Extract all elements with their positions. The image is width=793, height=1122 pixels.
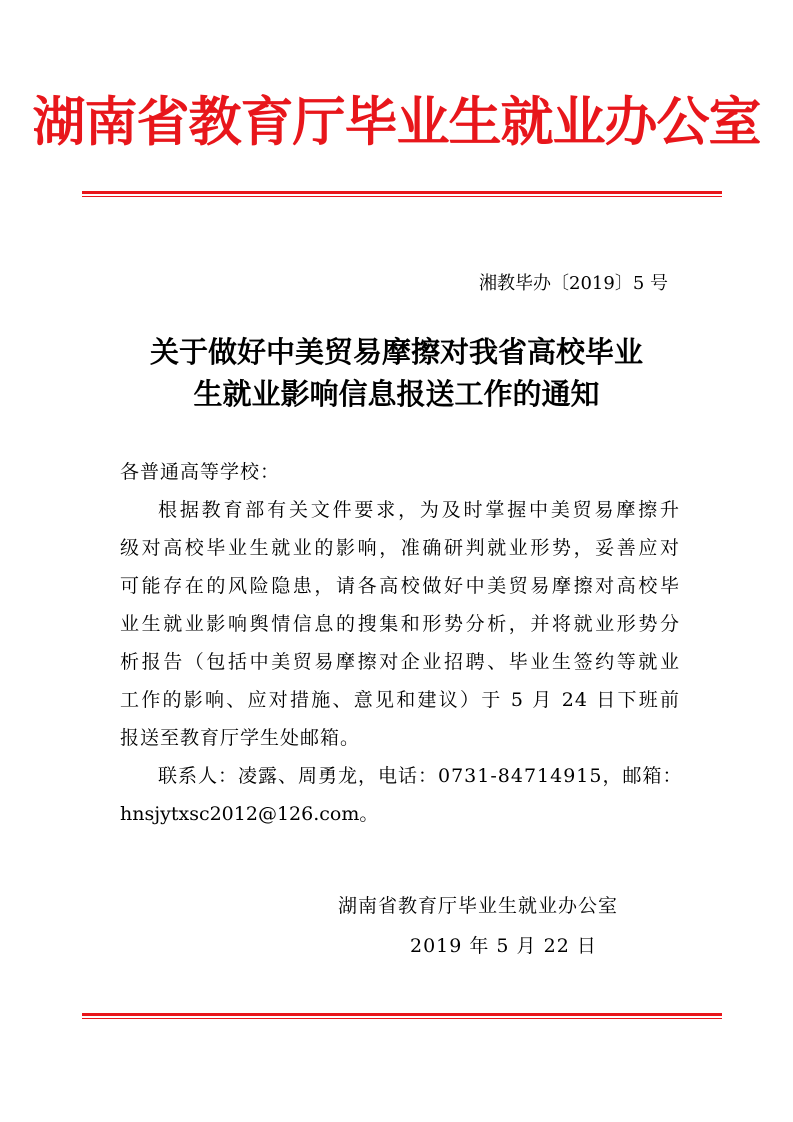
- footer-red-rule-thick: [82, 1013, 722, 1016]
- paragraph-line: 工作的影响、应对措施、意见和建议）于 5 月 24 日下班前: [120, 689, 680, 711]
- document-title: [100, 331, 693, 415]
- header-red-rule-thick: [82, 191, 722, 194]
- footer-red-rule-thin: [82, 1018, 722, 1019]
- paragraph-line: 根据教育部有关文件要求，为及时掌握中美贸易摩擦升: [158, 499, 680, 521]
- contact-paragraph: [120, 757, 683, 833]
- paragraph-line: 报送至教育厅学生处邮箱。: [120, 727, 361, 749]
- main-paragraph: [120, 491, 680, 757]
- salutation: 各普通高等学校：: [120, 461, 281, 483]
- paragraph-line: 业生就业影响舆情信息的搜集和形势分析，并将就业形势分: [120, 613, 680, 635]
- paragraph-line: 可能存在的风险隐患，请各高校做好中美贸易摩擦对高校毕: [120, 575, 680, 597]
- signature-organization: 湖南省教育厅毕业生就业办公室: [338, 895, 619, 917]
- document-number: 湘教毕办〔2019〕5 号: [479, 273, 668, 294]
- signature-date: 2019 年 5 月 22 日: [410, 935, 597, 957]
- paragraph-line: 级对高校毕业生就业的影响，准确研判就业形势，妥善应对: [120, 537, 680, 559]
- document-title-line: 生就业影响信息报送工作的通知: [193, 377, 600, 411]
- paragraph-line: 析报告（包括中美贸易摩擦对企业招聘、毕业生签约等就业: [120, 651, 680, 673]
- document-title-line: 关于做好中美贸易摩擦对我省高校毕业: [149, 335, 643, 369]
- contact-email: hnsjytxsc2012@126.com。: [120, 803, 379, 825]
- issuing-office-title: 湖南省教育厅毕业生就业办公室: [32, 91, 761, 153]
- header-red-rule-thin: [82, 196, 722, 197]
- contact-line: 联系人：凌露、周勇龙，电话：0731-84714915，邮箱：: [158, 765, 683, 787]
